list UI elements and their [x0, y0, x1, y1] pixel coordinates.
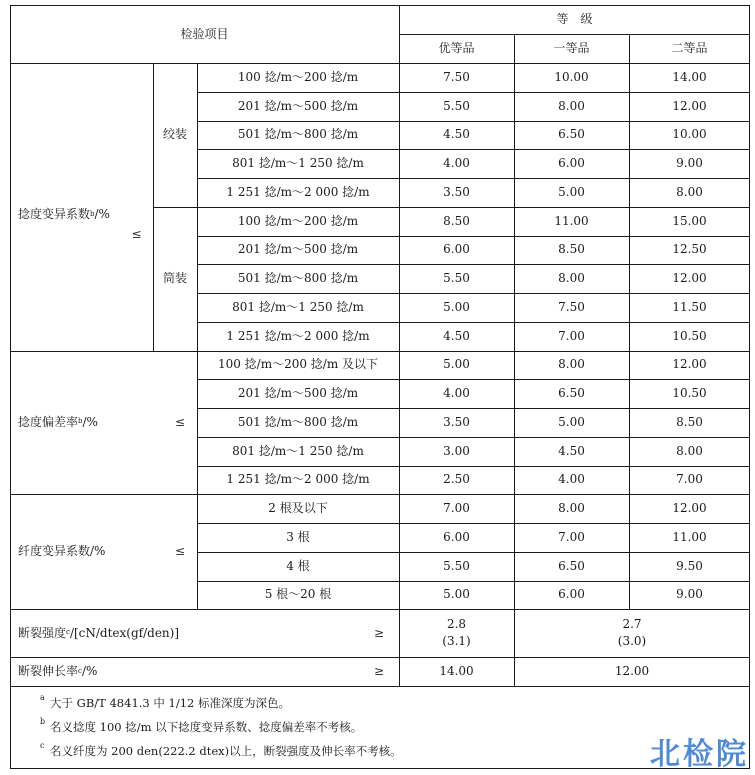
twist-cv-row-range: 100 捻/m～200 捻/m	[237, 69, 359, 84]
strength-rest-sub: (3.0)	[617, 634, 647, 649]
twist-cv-row-first-value: 7.00	[558, 328, 585, 343]
elongation-label-text: 断裂伸长率	[18, 664, 79, 679]
twist-dev-label-text: 捻度偏差率	[18, 414, 79, 429]
twist-dev-row-range: 100 捻/m～200 捻/m 及以下	[217, 357, 379, 372]
grade-table	[10, 5, 750, 769]
twist-cv-row-second-value: 12.00	[672, 98, 707, 113]
strength-top-sub: (3.1)	[442, 634, 471, 649]
twist-dev-row-first-value: 6.50	[558, 386, 585, 401]
header-grade-first: 一等品	[553, 41, 590, 56]
strength-ge-sign: ≥	[373, 625, 385, 640]
twist-cv-row-second-value: 11.50	[672, 299, 707, 314]
grid-line	[197, 379, 750, 380]
grid-line	[197, 293, 750, 294]
grid-line	[197, 121, 750, 122]
twist-cv-row-second-value: 10.50	[672, 328, 707, 343]
grid-line	[197, 552, 750, 553]
twist-cv-label-text: 捻度变异系数	[18, 207, 91, 222]
footnote-mark: c	[40, 741, 45, 751]
twist-dev-label-footnote-mark: b	[78, 417, 83, 426]
fiber-cv-row-first-value: 6.00	[558, 587, 585, 602]
grid-line	[153, 207, 750, 208]
twist-cv-row-range: 1 251 捻/m～2 000 捻/m	[226, 328, 370, 343]
fiber-cv-row-range: 3 根	[286, 529, 310, 544]
fiber-cv-row-range: 5 根～20 根	[264, 587, 332, 602]
elongation-label-unit: /%	[81, 664, 98, 679]
twist-dev-row-first-value: 5.00	[558, 414, 585, 429]
fiber-cv-row-first-value: 6.50	[558, 558, 585, 573]
twist-cv-row-first-value: 6.50	[558, 127, 585, 142]
fiber-cv-row-top-value: 6.00	[443, 529, 470, 544]
twist-cv-row-range: 501 捻/m～800 捻/m	[237, 271, 359, 286]
twist-dev-row-first-value: 4.50	[558, 443, 585, 458]
twist-cv-label-footnote-mark: b	[90, 209, 95, 218]
grid-line	[10, 686, 750, 687]
twist-cv-row-second-value: 12.00	[672, 271, 707, 286]
strength-label-text: 断裂强度	[18, 625, 67, 640]
grid-line	[197, 581, 750, 582]
twist-cv-row-range: 201 捻/m～500 捻/m	[237, 98, 359, 113]
fiber-cv-row-second-value: 12.00	[672, 501, 707, 516]
twist-dev-row-second-value: 7.00	[676, 472, 703, 487]
footnote-text: 大于 GB/T 4841.3 中 1/12 标准深度为深色。	[50, 696, 291, 711]
elongation-label-footnote-mark: c	[78, 666, 82, 675]
grid-line	[197, 437, 750, 438]
twist-cv-row-top-value: 5.00	[443, 299, 470, 314]
grid-line	[399, 34, 750, 35]
header-grade-top: 优等品	[438, 41, 475, 56]
twist-dev-label-unit: /%	[82, 414, 98, 429]
strength-label-footnote-mark: c	[66, 628, 70, 637]
header-grade-second: 二等品	[671, 41, 708, 56]
twist-cv-row-second-value: 8.00	[676, 184, 703, 199]
twist-cv-row-top-value: 4.50	[443, 328, 470, 343]
twist-cv-row-top-value: 3.50	[443, 184, 470, 199]
twist-cv-row-second-value: 15.00	[672, 213, 707, 228]
twist-dev-row-top-value: 5.00	[443, 357, 470, 372]
elongation-label	[10, 657, 367, 686]
header-grade: 等 级	[556, 12, 593, 27]
twist-dev-row-first-value: 4.00	[558, 472, 585, 487]
twist-dev-row-top-value: 3.50	[443, 414, 470, 429]
twist-cv-row-range: 501 捻/m～800 捻/m	[237, 127, 359, 142]
twist-cv-row-top-value: 8.50	[443, 213, 470, 228]
twist-dev-row-range: 501 捻/m～800 捻/m	[237, 414, 359, 429]
twist-dev-le-sign: ≤	[174, 414, 186, 429]
twist-cv-row-first-value: 6.00	[558, 156, 585, 171]
twist-dev-row-top-value: 3.00	[443, 443, 470, 458]
twist-cv-row-range: 801 捻/m～1 250 捻/m	[232, 299, 364, 314]
twist-dev-row-first-value: 8.00	[558, 357, 585, 372]
twist-cv-row-top-value: 5.50	[443, 271, 470, 286]
twist-dev-row-range: 1 251 捻/m～2 000 捻/m	[226, 472, 370, 487]
grid-line	[197, 178, 750, 179]
fiber-cv-row-first-value: 8.00	[558, 501, 585, 516]
twist-dev-row-second-value: 8.50	[676, 414, 703, 429]
strength-top: 2.8	[446, 617, 467, 632]
grid-line	[514, 609, 515, 657]
elongation-ge-sign: ≥	[373, 664, 385, 679]
twist-dev-row-range: 201 捻/m～500 捻/m	[237, 386, 359, 401]
twist-cv-row-first-value: 5.00	[558, 184, 585, 199]
strength-top-value	[399, 609, 514, 657]
fiber-cv-row-top-value: 5.50	[443, 558, 470, 573]
twist-cv-row-range: 801 捻/m～1 250 捻/m	[232, 156, 364, 171]
grid-line	[197, 523, 750, 524]
grid-line	[197, 322, 750, 323]
fiber-cv-row-first-value: 7.00	[558, 529, 585, 544]
twist-dev-row-top-value: 2.50	[443, 472, 470, 487]
grid-line	[197, 264, 750, 265]
twist-cv-group-0: 绞装	[162, 127, 187, 142]
strength-other-value	[514, 609, 750, 657]
watermark-stamp: 北检院	[650, 737, 749, 772]
fiber-cv-row-second-value: 9.00	[676, 587, 703, 602]
fiber-cv-row-top-value: 7.00	[443, 501, 470, 516]
strength-label	[10, 609, 367, 657]
elongation-other-value: 12.00	[614, 664, 650, 679]
twist-cv-row-top-value: 7.50	[443, 69, 470, 84]
fiber-cv-row-top-value: 5.00	[443, 587, 470, 602]
fiber-cv-le-sign: ≤	[174, 544, 186, 559]
twist-cv-group-1: 筒装	[162, 271, 187, 286]
twist-dev-row-top-value: 4.00	[443, 386, 470, 401]
footnote-mark: a	[40, 693, 45, 703]
twist-cv-row-second-value: 14.00	[672, 69, 707, 84]
strength-rest: 2.7	[622, 617, 642, 632]
fiber-cv-row-second-value: 11.00	[672, 529, 707, 544]
twist-cv-row-range: 201 捻/m～500 捻/m	[237, 242, 359, 257]
footnote-text: 名义捻度 100 捻/m 以下捻度变异系数、捻度偏差率不考核。	[50, 720, 363, 735]
twist-cv-row-top-value: 5.50	[443, 98, 470, 113]
fiber-cv-label-text: 纤度变异系数/%	[18, 544, 106, 559]
fiber-cv-row-second-value: 9.50	[676, 558, 703, 573]
twist-cv-le-sign: ≤	[131, 226, 142, 241]
twist-dev-row-range: 801 捻/m～1 250 捻/m	[232, 443, 364, 458]
twist-cv-row-first-value: 8.00	[558, 271, 585, 286]
twist-dev-row-second-value: 12.00	[672, 357, 707, 372]
grid-line	[197, 92, 750, 93]
twist-dev-row-second-value: 10.50	[672, 386, 707, 401]
twist-cv-row-first-value: 8.50	[558, 242, 585, 257]
elongation-top-value: 14.00	[439, 664, 474, 679]
twist-cv-row-range: 1 251 捻/m～2 000 捻/m	[226, 184, 370, 199]
twist-cv-row-range: 100 捻/m～200 捻/m	[237, 213, 359, 228]
grid-line	[197, 149, 750, 150]
twist-cv-row-second-value: 9.00	[676, 156, 703, 171]
twist-cv-label-unit: /%	[94, 207, 110, 222]
twist-dev-row-second-value: 8.00	[676, 443, 703, 458]
fiber-cv-row-range: 2 根及以下	[268, 501, 328, 516]
footnote-text: 名义纤度为 200 den(222.2 dtex)以上，断裂强度及伸长率不考核。	[50, 744, 402, 759]
footnote-mark: b	[40, 717, 46, 727]
twist-cv-row-top-value: 4.50	[443, 127, 470, 142]
fiber-cv-row-range: 4 根	[286, 558, 310, 573]
twist-cv-row-top-value: 6.00	[443, 242, 470, 257]
header-item: 检验项目	[180, 26, 229, 41]
twist-cv-row-first-value: 11.00	[554, 213, 589, 228]
twist-cv-row-first-value: 7.50	[558, 299, 585, 314]
grid-line	[197, 408, 750, 409]
strength-label-unit: /[cN/dtex(gf/den)]	[69, 625, 180, 640]
twist-cv-row-first-value: 10.00	[554, 69, 589, 84]
twist-cv-row-top-value: 4.00	[443, 156, 470, 171]
twist-cv-row-second-value: 12.50	[672, 242, 707, 257]
grid-line	[197, 236, 750, 237]
grid-line	[514, 657, 515, 686]
twist-cv-label	[10, 63, 161, 349]
twist-cv-row-first-value: 8.00	[558, 98, 585, 113]
twist-cv-row-second-value: 10.00	[672, 127, 707, 142]
grid-line	[197, 466, 750, 467]
